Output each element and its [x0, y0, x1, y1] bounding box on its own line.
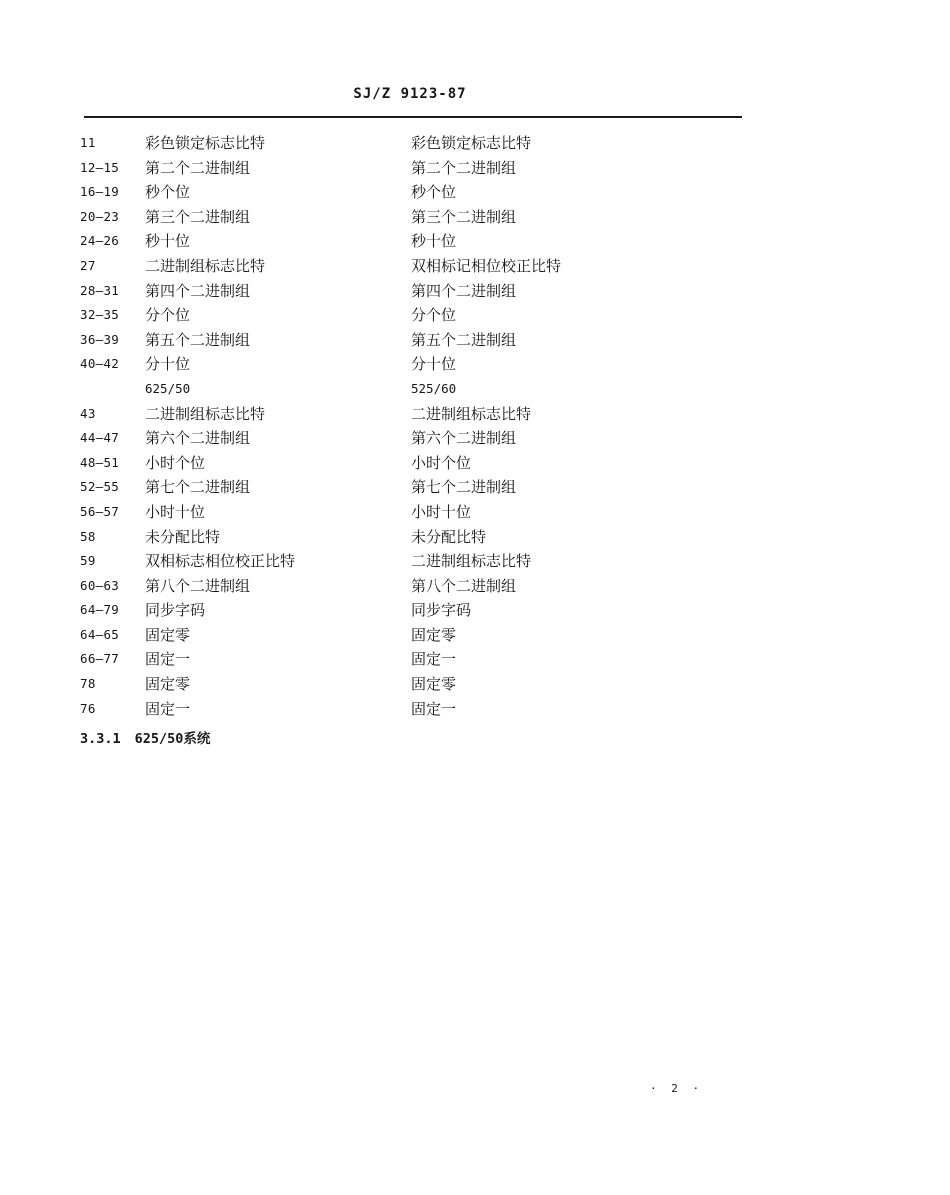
col-625-label: 二进制组标志比特: [145, 256, 266, 275]
table-row: [0, 402, 950, 427]
table-row: [0, 647, 950, 672]
bit-range: 28—31: [80, 282, 120, 298]
col-625-label: 第三个二进制组: [145, 207, 251, 226]
col-625-label: 小时个位: [145, 453, 206, 472]
table-row: [0, 328, 950, 353]
table-row: [0, 500, 950, 525]
col-525-label: 二进制组标志比特: [411, 552, 532, 571]
bit-range: 43: [80, 405, 96, 421]
bit-range: 44—47: [80, 430, 120, 446]
col-525-label: 未分配比特: [411, 527, 487, 546]
col-525-label: 第三个二进制组: [411, 207, 517, 226]
col-525-label: 第四个二进制组: [411, 281, 517, 300]
col-525-label: 小时十位: [411, 502, 472, 521]
section-title: 系统: [183, 731, 211, 747]
col-625-label: 第二个二进制组: [145, 158, 251, 177]
bit-range: 24—26: [80, 233, 120, 249]
col-625-label: 第八个二进制组: [145, 576, 251, 595]
col-525-label: 固定一: [411, 699, 457, 718]
table-row: [0, 205, 950, 230]
table-row: [0, 574, 950, 599]
bit-range: 52—55: [80, 479, 120, 495]
bit-range: 48—51: [80, 454, 120, 470]
col-625-label: 第五个二进制组: [145, 330, 251, 349]
bit-range: 76: [80, 700, 96, 716]
table-row: [0, 279, 950, 304]
bit-range: 58: [80, 528, 96, 544]
col-525-label: 彩色锁定标志比特: [411, 134, 532, 152]
col-525-label: 秒个位: [411, 183, 457, 202]
bit-range: 59: [80, 553, 96, 569]
page-number: · 2 ·: [650, 1082, 704, 1095]
bit-range: 66—77: [80, 651, 120, 667]
col-525-label: 第八个二进制组: [411, 576, 517, 595]
col-525-label: 分十位: [411, 355, 457, 374]
col-625-label: 秒十位: [145, 232, 191, 251]
col-525-label: 第七个二进制组: [411, 478, 517, 497]
table-row: [0, 131, 950, 156]
table-row: [0, 525, 950, 550]
standard-subheading-row: [0, 377, 950, 402]
section-title-standard: 625/50: [134, 731, 184, 747]
col-625-label: 固定零: [145, 625, 191, 644]
bit-range: 78: [80, 676, 96, 692]
table-row: [0, 549, 950, 574]
col-525-label: 固定零: [411, 675, 457, 694]
col-525-label: 分个位: [411, 306, 457, 325]
bit-range: 20—23: [80, 208, 120, 224]
col-525-label: 小时个位: [411, 453, 472, 472]
table-row: [0, 697, 950, 722]
col-625-label: 固定一: [145, 650, 191, 669]
col-525-label: 第六个二进制组: [411, 429, 517, 448]
table-row: [0, 475, 950, 500]
col-625-label: 固定零: [145, 675, 191, 694]
col-625-label: 双相标志相位校正比特: [145, 552, 296, 571]
bit-range: 60—63: [80, 577, 120, 593]
col-525-label: 固定零: [411, 625, 457, 644]
bit-range: 32—35: [80, 307, 120, 323]
table-row: [0, 672, 950, 697]
table-row: [0, 352, 950, 377]
col-625-label: 秒个位: [145, 183, 191, 202]
standard-625-50-label: 625/50: [145, 380, 191, 396]
table-row: [0, 156, 950, 181]
table-row: [0, 229, 950, 254]
bit-range: 64—79: [80, 602, 120, 618]
col-625-label: 第四个二进制组: [145, 281, 251, 300]
col-625-label: 固定一: [145, 699, 191, 718]
bit-range: 56—57: [80, 503, 120, 519]
table-row: [0, 426, 950, 451]
bit-range: 11: [80, 135, 96, 150]
col-525-label: 第二个二进制组: [411, 158, 517, 177]
col-625-label: 分个位: [145, 306, 191, 325]
bit-table: [0, 131, 950, 721]
table-row: [0, 303, 950, 328]
section-heading: [80, 727, 210, 747]
col-525-label: 秒十位: [411, 232, 457, 251]
table-row: [0, 623, 950, 648]
bit-range: 36—39: [80, 331, 120, 347]
col-625-label: 未分配比特: [145, 527, 221, 546]
bit-range: 27: [80, 257, 96, 273]
table-row: [0, 254, 950, 279]
col-625-label: 第六个二进制组: [145, 429, 251, 448]
document-header: SJ/Z 9123-87: [353, 86, 467, 102]
bit-range: 16—19: [80, 184, 120, 200]
bit-range: 64—65: [80, 626, 120, 642]
section-number: 3.3.1: [80, 731, 121, 747]
table-row: [0, 180, 950, 205]
col-525-label: 同步字码: [411, 601, 472, 620]
col-625-label: 分十位: [145, 355, 191, 374]
table-row: [0, 598, 950, 623]
header-rule: [84, 116, 742, 118]
col-525-label: 固定一: [411, 650, 457, 669]
table-row: [0, 451, 950, 476]
col-625-label: 二进制组标志比特: [145, 404, 266, 423]
col-525-label: 二进制组标志比特: [411, 404, 532, 423]
col-625-label: 第七个二进制组: [145, 478, 251, 497]
standard-525-60-label: 525/60: [411, 380, 457, 396]
bit-range: 12—15: [80, 159, 120, 175]
bit-range: 40—42: [80, 356, 120, 372]
col-625-label: 小时十位: [145, 502, 206, 521]
col-525-label: 第五个二进制组: [411, 330, 517, 349]
col-625-label: 同步字码: [145, 601, 206, 620]
col-625-label: 彩色锁定标志比特: [145, 134, 266, 152]
col-525-label: 双相标记相位校正比特: [411, 256, 562, 275]
